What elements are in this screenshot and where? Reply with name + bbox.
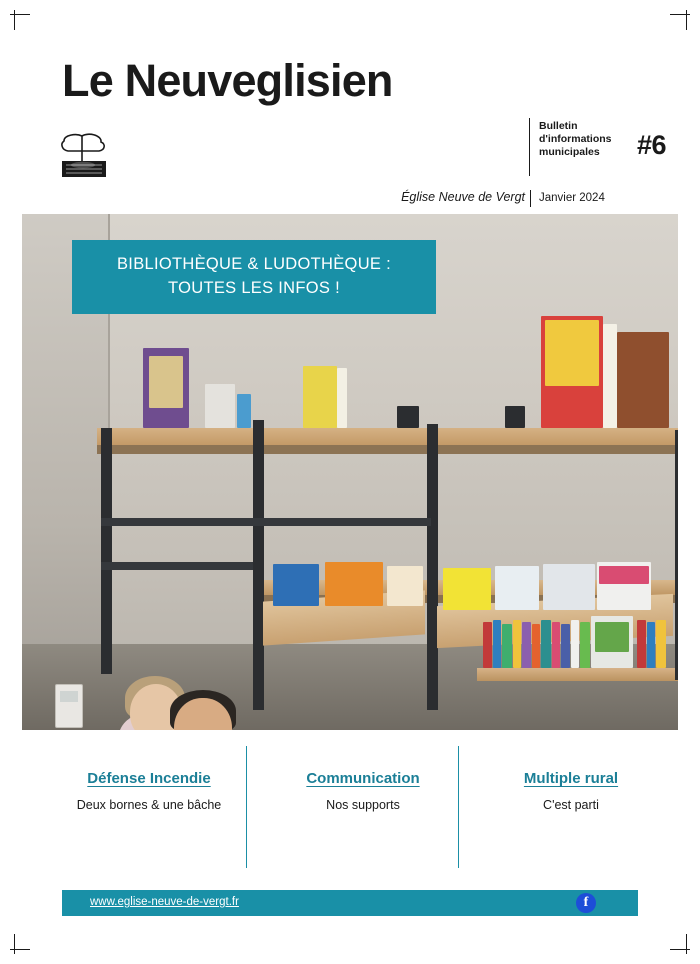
issue-number: #6 [637,130,667,160]
shelf-bracket [397,406,419,428]
teaser-row [22,746,678,868]
crop-mark [670,14,690,15]
facebook-icon[interactable]: f [576,893,596,913]
teaser-defense-incendie[interactable] [44,746,254,812]
issue-date: Janvier 2024 [539,192,605,204]
teaser-subtitle: Deux bornes & une bâche [76,798,222,812]
book-spine [483,622,492,668]
book-spine [552,622,560,668]
bulletin-descriptor [539,120,612,159]
crop-mark [10,949,30,950]
slant-book [495,566,539,610]
slant-book [387,566,423,606]
teaser-title[interactable]: Multiple rural [523,770,619,787]
teaser-subtitle: Nos supports [326,798,400,812]
teaser-title[interactable]: Communication [306,770,420,787]
tree-emblem-logo [56,131,112,179]
crop-mark [10,14,30,15]
slant-book [325,562,383,606]
crop-mark [670,949,690,950]
display-book-cover [595,622,629,652]
subtitle-divider [530,190,531,207]
teaser-multiple-rural[interactable] [466,746,676,812]
display-book [303,366,337,428]
shelf-post [427,424,438,710]
crop-mark [14,934,15,954]
display-book-cover [545,320,599,386]
footer-bar [62,890,638,916]
photo-shelving [97,410,678,710]
bulletin-line-3: municipales [539,146,600,158]
shelf-post [675,430,678,680]
cover-banner-line-1: BIBLIOTHÈQUE & LUDOTHÈQUE : [117,255,391,273]
commune-subtitle: Église Neuve de Vergt [401,190,525,204]
book-spine [522,622,531,668]
masthead [62,55,667,204]
masthead-divider [529,118,530,176]
shelf-bracket [505,406,525,428]
display-book [617,332,669,428]
display-book-pages [337,368,347,428]
shelf-rail [101,562,253,570]
book-spine [493,620,501,668]
book-spine [561,624,570,668]
crop-mark [686,934,687,954]
bulletin-line-1: Bulletin [539,120,578,132]
bulletin-line-2: d'informations [539,133,612,145]
book-spine [637,620,646,668]
teaser-divider [246,746,247,868]
display-book [237,394,251,428]
slant-book [443,568,491,610]
slant-book [543,564,595,610]
slant-book-band [599,566,649,584]
book-spine [647,622,655,668]
shelf-post [101,428,112,674]
teaser-subtitle: C'est parti [543,798,599,812]
photo-wall-panel [55,684,83,728]
shelf-post [253,420,264,710]
teaser-title[interactable]: Défense Incendie [87,770,211,787]
slant-book [273,564,319,606]
book-spine [571,620,579,668]
website-link[interactable]: www.eglise-neuve-de-vergt.fr [90,896,239,908]
crop-mark [686,10,687,30]
cover-photo [22,214,678,730]
shelf-board-top-edge [97,445,678,454]
cover-banner [72,240,436,314]
display-book [205,384,235,428]
book-spine [502,624,512,668]
shelf-rail [101,518,431,526]
book-spine [532,624,540,668]
display-book-cover [149,356,183,408]
teaser-communication[interactable] [258,746,468,812]
book-spine [580,622,590,668]
book-spine [541,620,551,668]
cover-banner-line-2: TOUTES LES INFOS ! [168,279,340,297]
page-title: Le Neuveglisien [62,55,393,106]
shelf-board-lower [477,668,678,681]
display-book-pages [603,324,617,428]
book-spine [656,620,666,668]
teaser-divider [458,746,459,868]
crop-mark [14,10,15,30]
shelf-board-top [97,428,678,445]
book-spine [513,620,521,668]
